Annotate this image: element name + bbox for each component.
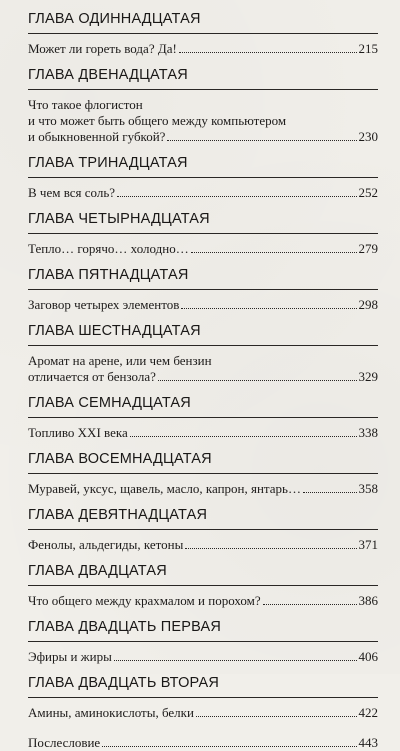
chapter-title-text: Эфиры и жиры xyxy=(28,649,112,664)
heading-underline xyxy=(28,289,378,290)
chapter-title xyxy=(28,41,378,57)
chapter-entry[interactable] xyxy=(28,674,378,721)
dot-leader xyxy=(303,492,357,493)
chapter-entry[interactable] xyxy=(28,66,378,145)
chapter-title-text: В чем вся соль? xyxy=(28,185,116,200)
dot-leader xyxy=(102,746,356,747)
heading-underline xyxy=(28,33,378,34)
page-number: 215 xyxy=(358,41,378,56)
chapter-heading: ГЛАВА ДЕВЯТНАДЦАТАЯ xyxy=(28,507,208,523)
chapter-title-last-line xyxy=(28,241,378,257)
dot-leader xyxy=(263,604,357,605)
chapter-title xyxy=(28,297,378,313)
chapter-entry[interactable] xyxy=(28,450,378,497)
chapter-title-text: отличается от бензола? xyxy=(28,369,156,384)
chapter-title-last-line xyxy=(28,649,378,665)
chapter-title xyxy=(28,425,378,441)
chapter-entry[interactable] xyxy=(28,618,378,665)
page-number: 338 xyxy=(358,425,378,440)
afterword-entry[interactable] xyxy=(28,735,378,751)
chapter-title-last-line xyxy=(28,705,378,721)
chapter-title-line: Что такое флогистон xyxy=(28,97,143,112)
dot-leader xyxy=(117,196,356,197)
chapter-entry[interactable] xyxy=(28,562,378,609)
chapter-title-text: Фенолы, альдегиды, кетоны xyxy=(28,537,184,552)
chapter-title xyxy=(28,649,378,665)
chapter-heading: ГЛАВА ОДИННАДЦАТАЯ xyxy=(28,11,201,27)
chapter-title-last-line xyxy=(28,129,378,145)
chapter-entry[interactable] xyxy=(28,10,378,57)
chapter-title-text: и обыкновенной губкой? xyxy=(28,129,166,144)
chapter-title xyxy=(28,593,378,609)
dot-leader xyxy=(130,436,357,437)
chapter-title xyxy=(28,353,378,385)
chapter-heading: ГЛАВА СЕМНАДЦАТАЯ xyxy=(28,395,191,411)
chapter-title xyxy=(28,537,378,553)
dot-leader xyxy=(196,716,357,717)
heading-underline xyxy=(28,641,378,642)
chapter-title-line: и что может быть общего между компьютером xyxy=(28,113,287,128)
afterword-line xyxy=(28,735,378,751)
page-number: 406 xyxy=(358,649,378,664)
heading-underline xyxy=(28,233,378,234)
chapter-title xyxy=(28,705,378,721)
dot-leader xyxy=(158,380,357,381)
chapter-entry[interactable] xyxy=(28,322,378,385)
page-number: 386 xyxy=(358,593,378,608)
dot-leader xyxy=(181,308,356,309)
chapter-list xyxy=(28,10,378,721)
chapter-heading: ГЛАВА ВОСЕМНАДЦАТАЯ xyxy=(28,451,212,467)
chapter-title-last-line xyxy=(28,593,378,609)
chapter-title xyxy=(28,241,378,257)
chapter-title-text: Топливо XXI века xyxy=(28,425,128,440)
dot-leader xyxy=(179,52,357,53)
heading-underline xyxy=(28,697,378,698)
page-number: 371 xyxy=(358,537,378,552)
chapter-title-text: Тепло… горячо… холодно… xyxy=(28,241,189,256)
chapter-title-last-line xyxy=(28,297,378,313)
chapter-heading: ГЛАВА ДВАДЦАТАЯ xyxy=(28,563,167,579)
afterword-page-number: 443 xyxy=(358,735,378,750)
chapter-title-last-line xyxy=(28,41,378,57)
page-number: 298 xyxy=(358,297,378,312)
heading-underline xyxy=(28,417,378,418)
chapter-heading: ГЛАВА ДВАДЦАТЬ ПЕРВАЯ xyxy=(28,619,222,635)
page-number: 329 xyxy=(358,369,378,384)
chapter-title-last-line xyxy=(28,537,378,553)
chapter-entry[interactable] xyxy=(28,266,378,313)
chapter-title-last-line xyxy=(28,369,378,385)
dot-leader xyxy=(167,140,356,141)
page-number: 358 xyxy=(358,481,378,496)
chapter-heading: ГЛАВА ЧЕТЫРНАДЦАТАЯ xyxy=(28,211,210,227)
dot-leader xyxy=(185,548,356,549)
heading-underline xyxy=(28,345,378,346)
chapter-heading: ГЛАВА ШЕСТНАДЦАТАЯ xyxy=(28,323,201,339)
dot-leader xyxy=(114,660,357,661)
chapter-heading: ГЛАВА ДВЕНАДЦАТАЯ xyxy=(28,67,188,83)
page-number: 230 xyxy=(358,129,378,144)
chapter-title-text: Заговор четырех элементов xyxy=(28,297,180,312)
chapter-title-text: Может ли гореть вода? Да! xyxy=(28,41,177,56)
chapter-entry[interactable] xyxy=(28,394,378,441)
chapter-title-text: Муравей, уксус, щавель, масло, капрон, янтарь… xyxy=(28,481,301,496)
chapter-heading: ГЛАВА ДВАДЦАТЬ ВТОРАЯ xyxy=(28,675,219,691)
chapter-heading: ГЛАВА ПЯТНАДЦАТАЯ xyxy=(28,267,189,283)
page-number: 252 xyxy=(358,185,378,200)
heading-underline xyxy=(28,89,378,90)
heading-underline xyxy=(28,529,378,530)
chapter-title-last-line xyxy=(28,425,378,441)
chapter-entry[interactable] xyxy=(28,154,378,201)
chapter-title xyxy=(28,97,378,145)
chapter-title-line: Аромат на арене, или чем бензин xyxy=(28,353,212,368)
chapter-title-last-line xyxy=(28,481,378,497)
afterword-label: Послесловие xyxy=(28,735,101,750)
chapter-title-text: Амины, аминокислоты, белки xyxy=(28,705,194,720)
heading-underline xyxy=(28,177,378,178)
heading-underline xyxy=(28,473,378,474)
heading-underline xyxy=(28,585,378,586)
chapter-title xyxy=(28,185,378,201)
chapter-title xyxy=(28,481,378,497)
dot-leader xyxy=(191,252,357,253)
chapter-entry[interactable] xyxy=(28,506,378,553)
page-number: 422 xyxy=(358,705,378,720)
chapter-title-text: Что общего между крахмалом и порохом? xyxy=(28,593,261,608)
chapter-entry[interactable] xyxy=(28,210,378,257)
page-number: 279 xyxy=(358,241,378,256)
chapter-title-last-line xyxy=(28,185,378,201)
chapter-heading: ГЛАВА ТРИНАДЦАТАЯ xyxy=(28,155,188,171)
